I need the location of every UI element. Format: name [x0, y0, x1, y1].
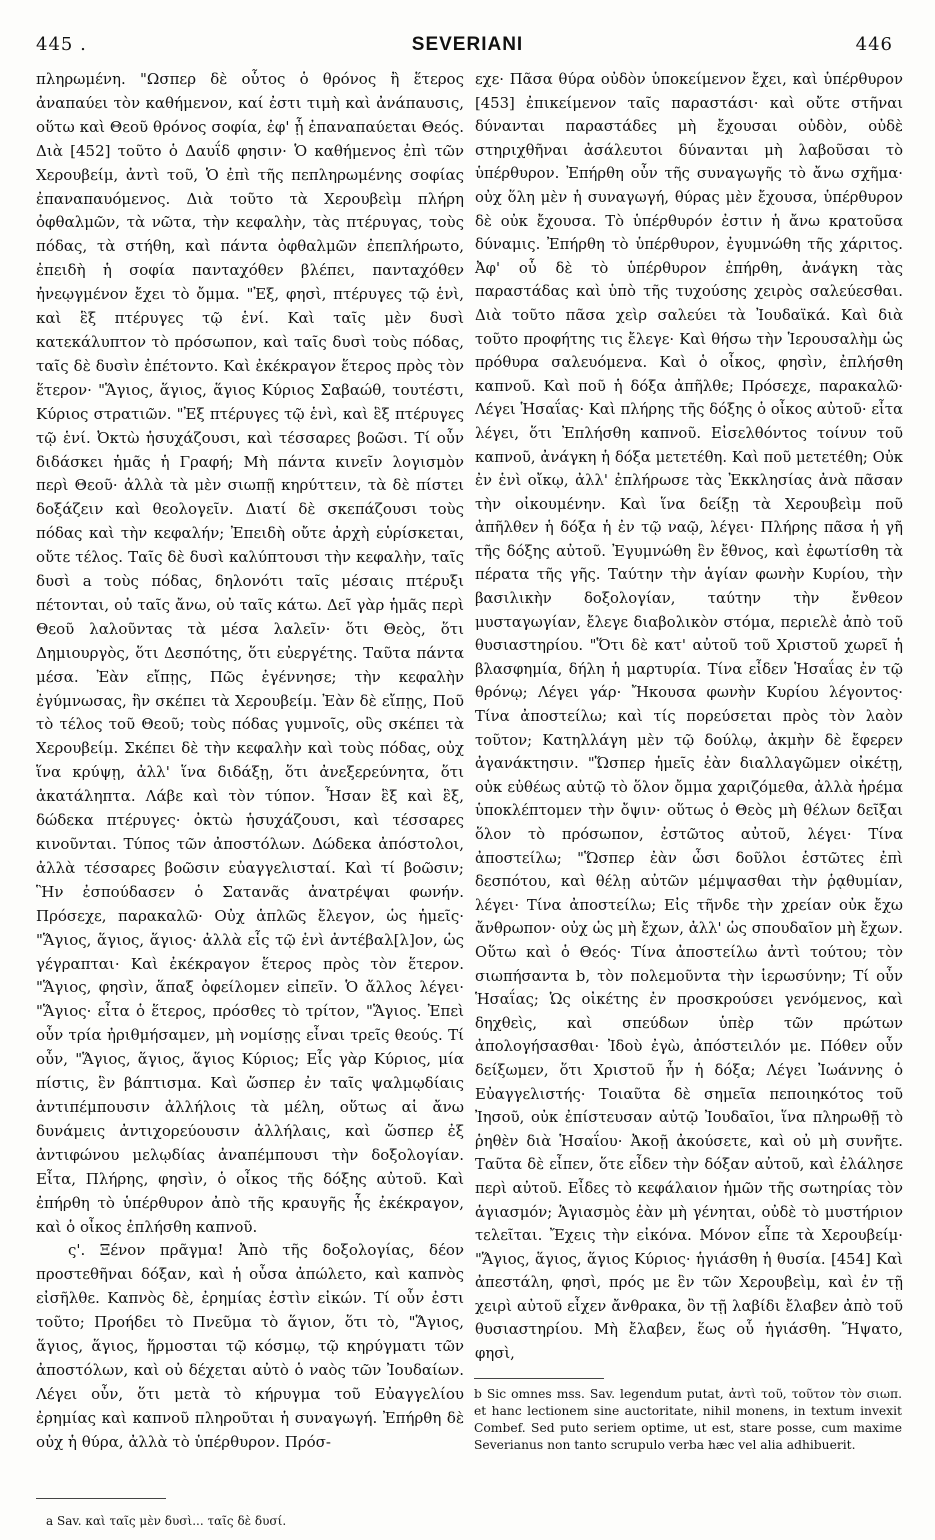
footnote-a: a Sav. καὶ ταῖς μὲν δυσὶ... ταῖς δὲ δυσί.	[46, 1514, 287, 1528]
footnote-rule-left	[36, 1498, 166, 1499]
page-number-right: 446	[855, 34, 893, 55]
footnote-rule-right	[474, 1378, 604, 1379]
page-number-left: 445 .	[36, 34, 87, 55]
left-paragraph-1: πληρωμένη. "Ωσπερ δὲ οὗτος ὁ θρόνος ἢ ἕτερος ἀναπαύει τὸν καθήμενον, καί ἐστι τιμὴ καὶ ἀνάπαυσις, οὕτω καὶ Θεοῦ θρόνος σοφία, ἐφ' ᾗ ἐπαναπαύεται Θεός. Διὰ [452] τοῦτο ὁ Δαυΐδ φησιν· Ὁ καθήμενος ἐπὶ τῶν Χερουβείμ, ἀντὶ τοῦ, Ὁ ἐπὶ τῆς πεπληρωμένης σοφίας ἐπαναπαυόμενος. Διὰ τοῦτο τὰ Χερουβεὶμ πλήρη ὀφθαλμῶν, τὰ νῶτα, τὴν κεφαλὴν, τὰς πτέρυγας, τοὺς πόδας, τὰ στήθη, καὶ πάντα ὀφθαλμῶν ἐπεπλήρωτο, ἐπειδὴ ἡ σοφία πανταχόθεν βλέπει, πανταχόθεν ἠνεῳγμένον ἔχει τὸ ὄμμα. "Ἐξ, φησὶ, πτέρυγες τῷ ἑνὶ, καὶ ἓξ πτέρυγες τῷ ἑνί. Καὶ ταῖς μὲν δυσὶ κατεκάλυπτον τὸ πρόσωπον, καὶ ταῖς δυσὶ τοὺς πόδας, ταῖς δὲ δυσὶν ἐπέτοντο. Καὶ ἐκέκραγον ἕτερος πρὸς τὸν ἕτερον· "Ἅγιος, ἅγιος, ἅγιος Κύριος Σαβαώθ, τουτέστι, Κύριος στρατιῶν. "Ἐξ πτέρυγες τῷ ἑνὶ, καὶ ἓξ πτέρυγες τῷ ἑνί. Ὀκτὼ ἡσυχάζουσι, καὶ τέσσαρες βοῶσι. Τί οὖν διδάσκει ἡμᾶς ἡ Γραφή; Μὴ πάντα κινεῖν λογισμὸν περὶ Θεοῦ· ἀλλὰ τὰ μὲν σιωπῇ κηρύττειν, τὰ δὲ πίστει δοξάζειν καὶ θεολογεῖν. Διατί δὲ σκεπάζουσι τοὺς πόδας καὶ τὴν κεφαλήν; Ἐπειδὴ οὔτε ἀρχὴ εὑρίσκεται, οὔτε τέλος. Ταῖς δὲ δυσὶ καλύπτουσι τὴν κεφαλὴν, ταῖς δυσὶ a τοὺς πόδας, δηλονότι ταῖς μέσαις πτέρυξι πέτονται, οὐ ταῖς ἄνω, οὐ ταῖς κάτω. Δεῖ γὰρ ἡμᾶς περὶ Θεοῦ λαλοῦντας τὰ μέσα λαλεῖν· ὅτι Θεὸς, ὅτι Δημιουργὸς, ὅτι Δεσπότης, ὅτι εὐεργέτης. Ταῦτα πάντα μέσα. Ἐὰν εἴπῃς, Πῶς ἐγέννησε; τὴν κεφαλὴν ἐγύμνωσας, ἣν σκέπει τὰ Χερουβείμ. Ἐὰν δὲ εἴπῃς, Ποῦ τὸ τέλος τοῦ Θεοῦ; τοὺς πόδας γυμνοῖς, οὓς σκέπει τὰ Χερουβείμ. Σκέπει δὲ τὴν κεφαλὴν καὶ τοὺς πόδας, οὐχ ἵνα κρύψῃ, ἀλλ' ἵνα διδάξῃ, ὅτι ἀνεξερεύνητα, ὅτι ἀκατάληπτα. Λάβε καὶ τὸν τύπον. Ἦσαν ἓξ καὶ ἓξ, δώδεκα πτέρυγες· ὀκτὼ ἡσυχάζουσι, καὶ τέσσαρες κινοῦνται. Τύπος τῶν ἀποστόλων. Δώδεκα ἀπόστολοι, ἀλλὰ τέσσαρες βοῶσιν εὐαγγελισταί. Καὶ τί βοῶσιν; Ἣν ἐσπούδασεν ὁ Σατανᾶς ἀνατρέψαι φωνήν. Πρόσεχε, παρακαλῶ· Οὐχ ἁπλῶς ἔλεγον, ὡς ἡμεῖς· "Ἅγιος, ἅγιος, ἅγιος· ἀλλὰ εἷς τῷ ἑνὶ ἀντέβαλ[λ]ον, ὡς γέγραπται· Καὶ ἐκέκραγον ἕτερος πρὸς τὸν ἕτερον. "Ἅγιος, φησὶν, ἅπαξ ὀφείλομεν εἰπεῖν. Ὁ ἄλλος λέγει· "Ἅγιος· εἶτα ὁ ἕτερος, πρόσθες τὸ τρίτον, "Ἅγιος. Ἐπεὶ οὖν τρία ἠριθμήσαμεν, μὴ νομίσῃς εἶναι τρεῖς θεούς. Τί οὖν, "Ἅγιος, ἅγιος, ἅγιος Κύριος; Εἷς γὰρ Κύριος, μία πίστις, ἓν βάπτισμα. Καὶ ὥσπερ ἐν ταῖς ψαλμῳδίαις ἀντιπέμπουσιν ἀλλήλοις τὰ μέλη, οὕτως αἱ ἄνω δυνάμεις ἀντιχορεύουσιν ἀλλήλαις, καὶ ὥσπερ ἐξ ἀντιφώνου μελῳδίας ἀναπέμπουσι τὴν δοξολογίαν. Εἶτα, Πλήρης, φησὶν, ὁ οἶκος τῆς δόξης αὐτοῦ. Καὶ ἐπήρθη τὸ ὑπέρθυρον ἀπὸ τῆς κραυγῆς ἧς ἐκέκραγον, καὶ ὁ οἶκος ἐπλήσθη καπνοῦ.	[36, 70, 464, 1236]
right-paragraph-1: εχε· Πᾶσα θύρα οὐδὸν ὑποκείμενον ἔχει, καὶ ὑπέρθυρον [453] ἐπικείμενον ταῖς παραστάσι· καὶ οὔτε στῆναι δύνανται παραστάδες μὴ ἔχουσαι οὐδὸν, οὐδὲ στηριχθῆναι ἀσάλευτοι δύνανται μὴ λαβοῦσαι τὸ ὑπέρθυρον. Ἐπήρθη οὖν τῆς συναγωγῆς τὸ ἄνω σχῆμα· οὐχ ὅλη μὲν ἡ συναγωγή, θύρας μὲν ἔχουσα, ὑπέρθυρον δὲ οὐκ ἔχουσα. Τὸ ὑπέρθυρόν ἐστιν ἡ ἄνω κρατοῦσα δύναμις. Ἐπήρθη τὸ ὑπέρθυρον, ἐγυμνώθη τῆς χάριτος. Ἀφ' οὗ δὲ τὸ ὑπέρθυρον ἐπήρθη, ἀνάγκη τὰς παραστάδας καὶ ὑπὸ τῆς τυχούσης χειρὸς σαλεύεσθαι. Διὰ τοῦτο πᾶσα χεὶρ σαλεύει τὰ Ἰουδαϊκά. Καὶ διὰ τοῦτο προφήτης τις ἔλεγε· Καὶ θήσω τὴν Ἱερουσαλὴμ ὡς πρόθυρα σαλευόμενα. Καὶ ὁ οἶκος, φησὶν, ἐπλήσθη καπνοῦ. Καὶ ποῦ ἡ δόξα ἀπῆλθε; Πρόσεχε, παρακαλῶ· Λέγει Ἡσαΐας· Καὶ πλήρης τῆς δόξης ὁ οἶκος αὐτοῦ· εἶτα λέγει, ὅτι Ἐπλήσθη καπνοῦ. Εἰσελθόντος τοίνυν τοῦ καπνοῦ, ἀνάγκη ἡ δόξα μετετέθη. Καὶ ποῦ μετετέθη; Οὐκ ἐν ἑνὶ οἴκῳ, ἀλλ' ἐπλήρωσε τὰς Ἐκκλησίας ἀνὰ πᾶσαν τὴν οἰκουμένην. Καὶ ἵνα δείξῃ τὰ Χερουβεὶμ ποῦ ἀπῆλθεν ἡ δόξα ἡ ἐν τῷ ναῷ, λέγει· Πλήρης πᾶσα ἡ γῆ τῆς δόξης αὐτοῦ. Ἐγυμνώθη ἓν ἔθνος, καὶ ἐφωτίσθη τὰ πέρατα τῆς γῆς. Ταύτην τὴν ἁγίαν φωνὴν Κυρίου, τὴν βασιλικὴν δοξολογίαν, ταύτην τὴν ἔνθεον μυσταγωγίαν, ἔλεγε διαβολικὸν στόμα, περιελὲ ἀπὸ τοῦ θυσιαστηρίου. "Ὅτι δὲ κατ' αὐτοῦ τοῦ Χριστοῦ χωρεῖ ἡ βλασφημία, δήλη ἡ μαρτυρία. Τίνα εἶδεν Ἡσαΐας ἐν τῷ θρόνῳ; Λέγει γάρ· Ἤκουσα φωνὴν Κυρίου λέγοντος· Τίνα ἀποστείλω; καὶ τίς πορεύσεται πρὸς τὸν λαὸν τοῦτον; Κατηλλάγη μὲν τῷ δούλῳ, ἀκμὴν δὲ ἔφερεν ἀγανάκτησιν. "Ὥσπερ ἡμεῖς ἐὰν διαλλαγῶμεν οἰκέτῃ, οὐκ εὐθέως αὐτῷ τὸ ὅλον ὄμμα χαριζόμεθα, ἀλλὰ ἠρέμα ὑποκλέπτομεν τὴν ὄψιν· οὕτως ὁ Θεὸς μὴ θέλων δεῖξαι ὅλον τὸ πρόσωπον, ἐστῶτος αὐτοῦ, λέγει· Τίνα ἀποστείλω; "Ὥσπερ ἐὰν ὦσι δοῦλοι ἑστῶτες ἐπὶ δεσπότου, καὶ θέλῃ αὐτῶν μέμψασθαι τὴν ῥᾳθυμίαν, λέγει· Τίνα ἀποστείλω; Εἰς τῆνδε τὴν χρείαν οὐκ ἔχω ἄνθρωπον· οὐχ ὡς μὴ ἔχων, ἀλλ' ὡς σπουδαῖον μὴ ἔχων. Οὕτω καὶ ὁ Θεός· Τίνα ἀποστείλω ἀντὶ τούτου; τὸν σιωπήσαντα b, τὸν πολεμοῦντα τὴν ἱερωσύνην; Τί οὖν Ἡσαΐας; Ὡς οἰκέτης ἐν προσκρούσει γενόμενος, καὶ δηχθεὶς, καὶ σπεύδων ὑπὲρ τῶν πρώτων ἀπολογήσασθαι· Ἰδοὺ ἐγὼ, ἀπόστειλόν με. Πόθεν οὖν δείξωμεν, ὅτι Χριστοῦ ἦν ἡ δόξα; Λέγει Ἰωάννης ὁ Εὐαγγελιστής· Τοιαῦτα δὲ σημεῖα πεποιηκότος τοῦ Ἰησοῦ, οὐκ ἐπίστευσαν αὐτῷ Ἰουδαῖοι, ἵνα πληρωθῇ τὸ ῥηθὲν διὰ Ἡσαΐου· Ἀκοῇ ἀκούσετε, καὶ οὐ μὴ συνῆτε. Ταῦτα δὲ εἶπεν, ὅτε εἶδεν τὴν δόξαν αὐτοῦ, καὶ ἐλάλησε περὶ αὐτοῦ. Εἶδες τὸ κεφάλαιον ἡμῶν τῆς σωτηρίας τὸν ἁγιασμόν; Ἁγιασμὸς ἐὰν μὴ γένηται, οὐδὲ τὸ μυστήριον τελεῖται. Ἔχεις τὴν εἰκόνα. Μόνον εἶπε τὰ Χερουβείμ· "Ἅγιος, ἅγιος, ἅγιος Κύριος· ἡγιάσθη ἡ θυσία. [454] Καὶ ἀπεστάλη, φησὶ, πρός με ἓν τῶν Χερουβεὶμ, καὶ ἐν τῇ χειρὶ αὐτοῦ εἶχεν ἄνθρακα, ὃν τῇ λαβίδι ἔλαβεν ἀπὸ τοῦ θυσιαστηρίου. Μὴ ἔλαβεν, ἕως οὗ ἡγιάσθη. Ἥψατο, φησὶ,	[475, 71, 903, 1363]
footnote-b: b Sic omnes mss. Sav. legendum putat, ἀντὶ τοῦ, τοῦτον τὸν σιωπ. et hanc lectionem sine auctoritate, nihil monens, in textum invexit Combef. Sed puto seriem optime, ut est, stare posse, cum maxime Severianus non tanto scrupulo verba hæc vel alia adhibuerit.	[474, 1387, 902, 1452]
left-paragraph-2: ς'. Ξένον πρᾶγμα! Ἀπὸ τῆς δοξολογίας, δέον προστεθῆναι δόξαν, καὶ ἡ οὖσα ἀπώλετο, καὶ καπνὸς εἰσῆλθε. Καπνὸς δὲ, ἐρημίας ἐστὶν εἰκών. Τί οὖν ἐστι τοῦτο; Προήδει τὸ Πνεῦμα τὸ ἅγιον, ὅτι τὸ, "Ἅγιος, ἅγιος, ἅγιος, ἥρμοσται τῷ κόσμῳ, τῷ κηρύγματι τῶν ἀποστόλων, καὶ οὐ δέχεται αὐτὸ ὁ ναὸς τῶν Ἰουδαίων. Λέγει οὖν, ὅτι μετὰ τὸ κήρυγμα τοῦ Εὐαγγελίου ἐρημίας καὶ καπνοῦ πληροῦται ἡ συναγωγή. Ἐπήρθη δὲ οὐχ ἡ θύρα, ἀλλὰ τὸ ὑπέρθυρον. Πρόσ-	[36, 1241, 464, 1451]
left-column	[36, 68, 464, 1455]
running-title: SEVERIANI	[411, 34, 524, 55]
right-column	[475, 68, 903, 1366]
